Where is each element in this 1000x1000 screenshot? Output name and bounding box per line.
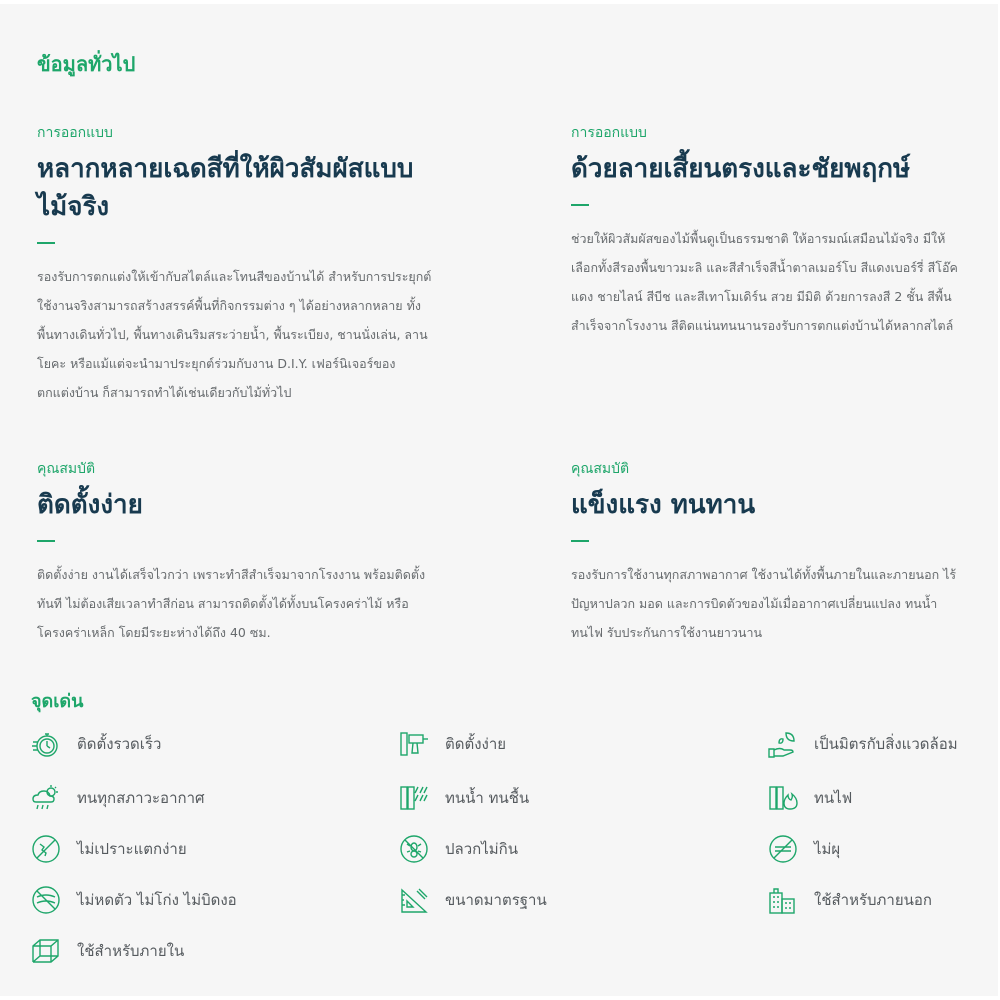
- highlight-item-indoor-use: [31, 935, 184, 967]
- paragraph-line: ทนไฟ รับประกันการใช้งานยาวนาน: [571, 625, 763, 640]
- paragraph-line: ตกแต่งบ้าน ก็สามารถทำได้เช่นเดียวกับไม้ทั่วไป: [37, 385, 292, 400]
- design-block-grain-pattern: [571, 122, 981, 340]
- highlight-item-no-warp: [31, 884, 237, 916]
- highlight-item-rot-proof: [768, 833, 840, 865]
- paragraph-line: ปัญหาปลวก มอด และการบิดตัวของไม้เมื่ออากาศเปลี่ยนแปลง ทนน้ำ: [571, 596, 938, 611]
- design-paragraph: [571, 224, 981, 340]
- highlight-label: ไม่หดตัว ไม่โก่ง ไม่บิดงอ: [77, 891, 237, 909]
- paragraph-line: ทันที ไม่ต้องเสียเวลาทำสีก่อน สามารถติดตั้งได้ทั้งบนโครงคร่าไม้ หรือ: [37, 596, 409, 611]
- highlight-item-all-weather: [31, 782, 205, 814]
- paragraph-line: พื้นทางเดินทั่วไป, พื้นทางเดินริมสระว่ายน้ำ, พื้นระเบียง, ชานนั่งเล่น, ลาน: [37, 327, 428, 342]
- highlight-label: ใช้สำหรับภายนอก: [814, 891, 932, 909]
- paragraph-line: ช่วยให้ผิวสัมผัสของไม้พื้นดูเป็นธรรมชาติ ให้อารมณ์เสมือนไม้จริง มีให้: [571, 231, 946, 246]
- highlight-item-outdoor-use: [768, 884, 932, 916]
- paragraph-line: ใช้งานจริงสามารถสร้างสรรค์พื้นที่กิจกรรมต่าง ๆ ได้อย่างหลากหลาย ทั้ง: [37, 298, 421, 313]
- eco-hand-icon: [768, 729, 798, 759]
- design-kicker: การออกแบบ: [571, 125, 647, 141]
- no-crack-icon: [31, 834, 61, 864]
- highlight-item-no-crack: [31, 833, 187, 865]
- highlight-label: เป็นมิตรกับสิ่งแวดล้อม: [814, 735, 958, 753]
- paragraph-line: โยคะ หรือแม้แต่จะนำมาประยุกต์ร่วมกับงาน D.I.Y. เฟอร์นิเจอร์ของ: [37, 356, 396, 371]
- highlights-title: จุดเด่น: [31, 691, 84, 712]
- water-resistant-icon: [399, 783, 429, 813]
- stopwatch-icon: [31, 729, 61, 759]
- ruler-square-icon: [399, 885, 429, 915]
- paragraph-line: รองรับการตกแต่งให้เข้ากับสไตล์และโทนสีของบ้านได้ สำหรับการประยุกต์: [37, 269, 432, 284]
- no-termite-icon: [399, 834, 429, 864]
- fire-resistant-icon: [768, 783, 798, 813]
- paragraph-line: ติดตั้งง่าย งานได้เสร็จไวกว่า เพราะทำสีสำเร็จมาจากโรงงาน พร้อมติดตั้ง: [37, 567, 426, 582]
- highlight-label: ไม่ผุ: [814, 840, 841, 858]
- outdoor-building-icon: [768, 885, 798, 915]
- highlight-label: ไม่เปราะแตกง่าย: [77, 840, 187, 858]
- highlight-label: ติดตั้งรวดเร็ว: [77, 735, 162, 753]
- property-kicker: คุณสมบัติ: [571, 461, 630, 477]
- accent-divider: [571, 204, 589, 206]
- highlight-item-eco-friendly: [768, 728, 958, 760]
- paragraph-line: เลือกทั้งสีรองพื้นขาวมะลิ และสีสำเร็จสีน้ำตาลเมอร์โบ สีแดงเบอร์รี่ สีโอ๊ค: [571, 260, 958, 275]
- property-paragraph: [37, 560, 447, 647]
- section-title: ข้อมูลทั่วไป: [37, 52, 136, 76]
- paragraph-line: รองรับการใช้งานทุกสภาพอากาศ ใช้งานได้ทั้งพื้นภายในและภายนอก ไร้: [571, 567, 957, 582]
- design-heading-line: ไม้จริง: [37, 192, 110, 222]
- design-kicker: การออกแบบ: [37, 125, 113, 141]
- property-kicker: คุณสมบัติ: [37, 461, 96, 477]
- highlight-item-easy-install: [399, 728, 506, 760]
- property-heading: [571, 486, 981, 524]
- highlight-item-water-resistant: [399, 782, 529, 814]
- design-heading-line: ด้วยลายเสี้ยนตรงและชัยพฤกษ์: [571, 154, 911, 184]
- highlight-item-termite-proof: [399, 833, 518, 865]
- design-heading: [37, 150, 447, 226]
- drill-icon: [399, 729, 429, 759]
- property-heading-line: ติดตั้งง่าย: [37, 490, 143, 520]
- no-warp-icon: [31, 885, 61, 915]
- accent-divider: [37, 540, 55, 542]
- highlight-item-fire-resistant: [768, 782, 852, 814]
- design-heading-line: หลากหลายเฉดสีที่ให้ผิวสัมผัสแบบ: [37, 154, 414, 184]
- highlight-label: ติดตั้งง่าย: [445, 735, 507, 753]
- no-rot-icon: [768, 834, 798, 864]
- property-block-easy-install: [37, 458, 447, 647]
- design-heading: [571, 150, 981, 188]
- design-paragraph: [37, 262, 447, 407]
- general-info-panel: [0, 4, 998, 996]
- accent-divider: [37, 242, 55, 244]
- paragraph-line: โครงคร่าเหล็ก โดยมีระยะห่างได้ถึง 40 ซม.: [37, 625, 271, 640]
- design-block-wood-texture: [37, 122, 447, 407]
- weather-icon: [31, 783, 61, 813]
- property-paragraph: [571, 560, 981, 647]
- indoor-room-icon: [31, 936, 61, 966]
- property-heading: [37, 486, 447, 524]
- highlight-item-standard-size: [399, 884, 547, 916]
- property-block-durable: [571, 458, 981, 647]
- highlight-label: ทนไฟ: [814, 789, 853, 807]
- highlight-label: ขนาดมาตรฐาน: [445, 891, 547, 909]
- highlight-label: ทนน้ำ ทนชื้น: [445, 789, 530, 807]
- paragraph-line: แดง ชายไลน์ สีบีช และสีเทาโมเดิร์น สวย มีมิติ ด้วยการลงสี 2 ชั้น สีพื้น: [571, 289, 952, 304]
- highlight-label: ปลวกไม่กิน: [445, 840, 518, 858]
- accent-divider: [571, 540, 589, 542]
- property-heading-line: แข็งแรง ทนทาน: [571, 490, 756, 520]
- highlight-item-fast-install: [31, 728, 161, 760]
- paragraph-line: สำเร็จจากโรงงาน สีติดแน่นทนนานรองรับการตกแต่งบ้านได้หลากสไตล์: [571, 318, 954, 333]
- highlight-label: ใช้สำหรับภายใน: [77, 942, 185, 960]
- highlight-label: ทนทุกสภาวะอากาศ: [77, 789, 205, 807]
